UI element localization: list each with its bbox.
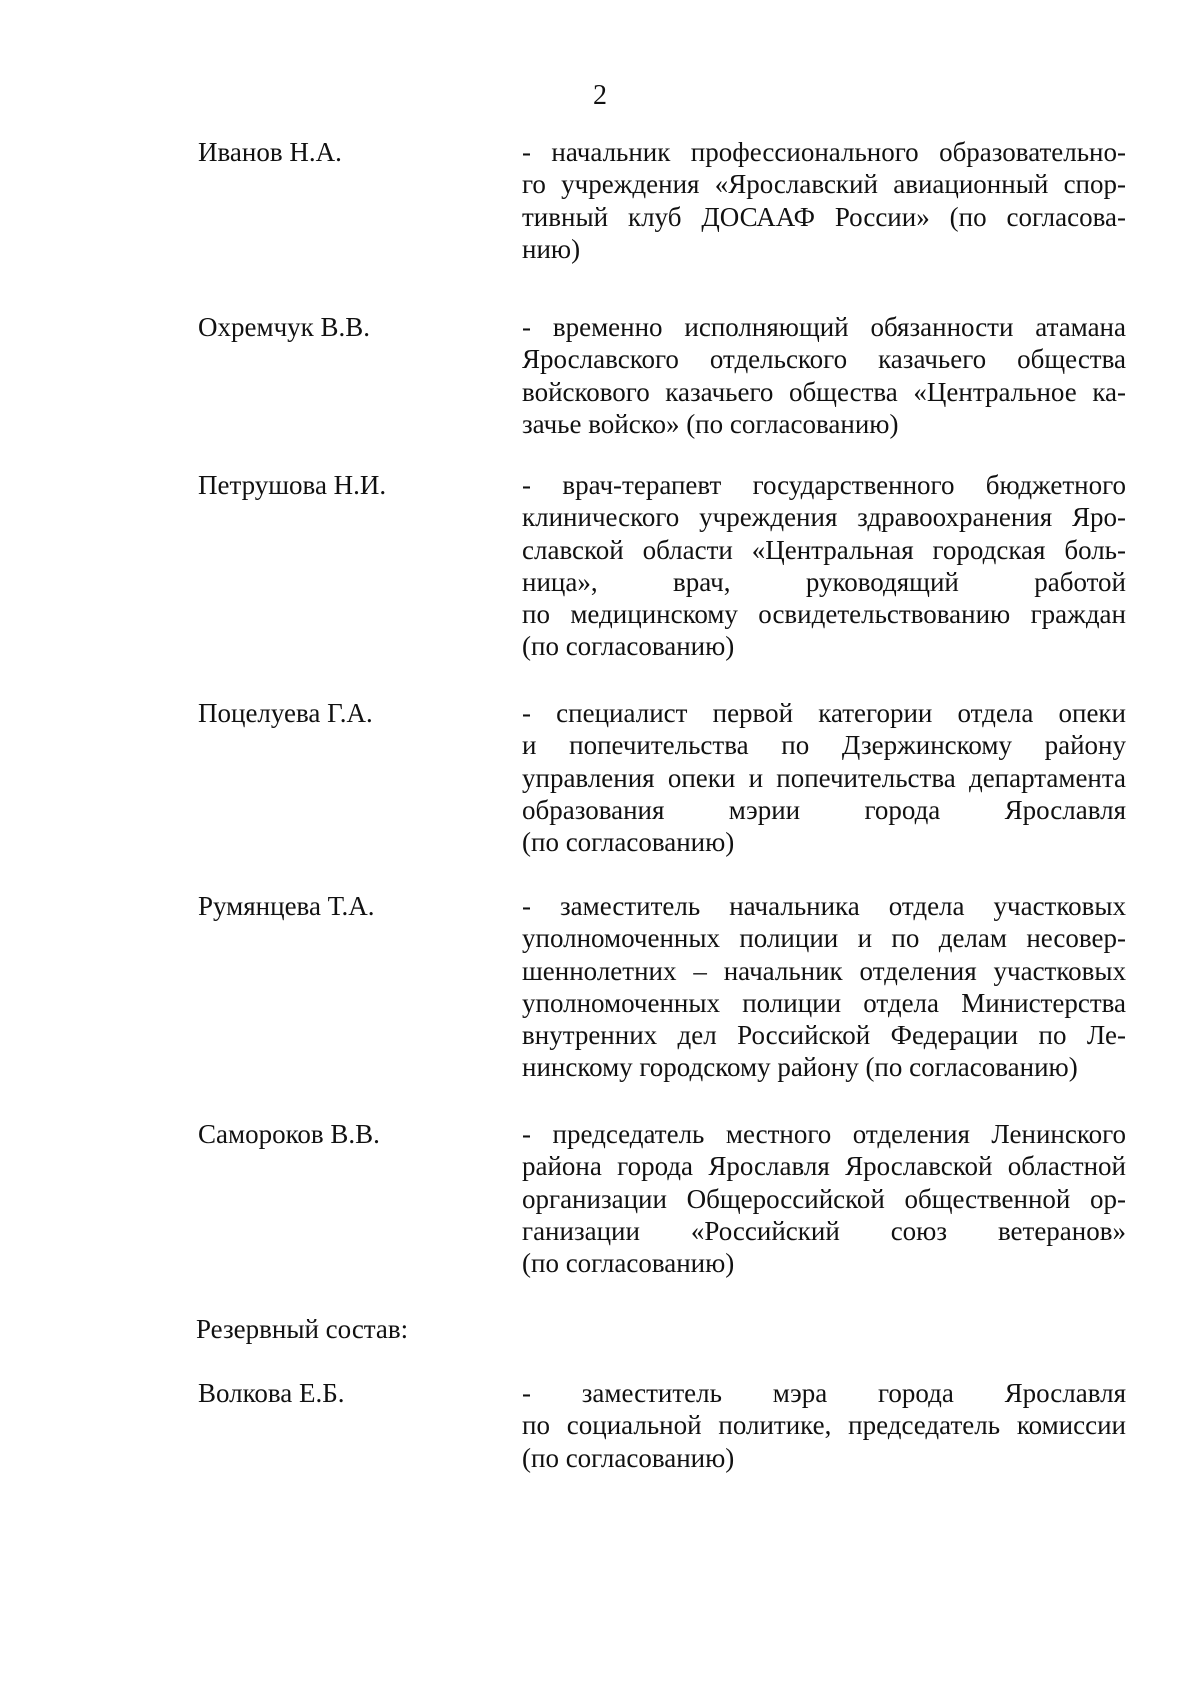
description-line: зачье войско» (по согласованию) [522, 408, 899, 439]
member-name: Самороков В.В. [198, 1119, 380, 1149]
member-description [522, 1118, 1126, 1279]
description-line: клинического учреждения здравоохранения Яро- [522, 502, 1126, 533]
member-description [522, 469, 1126, 663]
description-line: - председатель местного отделения Ленинского [522, 1119, 1126, 1149]
description-line: - заместитель начальника отдела участковых [522, 891, 1126, 921]
description-line: войскового казачьего общества «Центральное ка- [522, 376, 1126, 407]
member-name: Поцелуева Г.А. [198, 698, 373, 728]
description-line: района города Ярославля Ярославской областной [522, 1151, 1126, 1182]
description-line: - заместитель мэра города Ярославля [522, 1378, 1126, 1408]
description-line: организации Общероссийской общественной ор- [522, 1183, 1126, 1214]
description-line: тивный клуб ДОСААФ России» (по согласова- [522, 201, 1126, 232]
description-line: - врач-терапевт государственного бюджетного [522, 470, 1126, 500]
description-line: уполномоченных полиции и по делам несовер- [522, 923, 1126, 954]
description-line: образования мэрии города Ярославля [522, 794, 1126, 825]
description-line: славской области «Центральная городская боль- [522, 534, 1126, 565]
member-description [522, 1377, 1126, 1474]
description-line: (по согласованию) [522, 631, 735, 662]
member-description [522, 311, 1126, 440]
description-line: - временно исполняющий обязанности атамана [522, 312, 1126, 342]
description-line: (по согласованию) [522, 1248, 735, 1279]
member-name: Петрушова Н.И. [198, 470, 387, 500]
description-line: нинскому городскому району (по согласованию) [522, 1052, 1078, 1083]
reserve-heading: Резервный состав: [196, 1314, 409, 1344]
description-line: Ярославского отдельского казачьего общества [522, 344, 1126, 375]
description-line: ганизации «Российский союз ветеранов» [522, 1215, 1126, 1246]
description-line: шеннолетних – начальник отделения участковых [522, 955, 1126, 986]
description-line: уполномоченных полиции отдела Министерства [522, 987, 1126, 1018]
description-line: - начальник профессионального образовательно- [522, 137, 1126, 167]
member-description [522, 890, 1126, 1084]
description-line: го учреждения «Ярославский авиационный спор- [522, 169, 1126, 200]
description-line: (по согласованию) [522, 827, 735, 858]
member-name: Волкова Е.Б. [198, 1378, 345, 1408]
description-line: по медицинскому освидетельствованию граждан [522, 599, 1126, 630]
member-name: Иванов Н.А. [198, 137, 342, 167]
page-number: 2 [593, 80, 607, 111]
member-name: Охремчук В.В. [198, 312, 371, 342]
description-line: ница», врач, руководящий работой [522, 566, 1126, 597]
member-name: Румянцева Т.А. [198, 891, 375, 921]
description-line: внутренних дел Российской Федерации по Ле- [522, 1020, 1126, 1051]
description-line: управления опеки и попечительства департамента [522, 762, 1126, 793]
description-line: - специалист первой категории отдела опеки [522, 698, 1126, 728]
member-description [522, 697, 1126, 858]
description-line: и попечительства по Дзержинскому району [522, 730, 1126, 761]
description-line: по социальной политике, председатель комиссии [522, 1410, 1126, 1441]
member-description [522, 136, 1126, 265]
description-line: нию) [522, 233, 581, 264]
description-line: (по согласованию) [522, 1442, 735, 1473]
